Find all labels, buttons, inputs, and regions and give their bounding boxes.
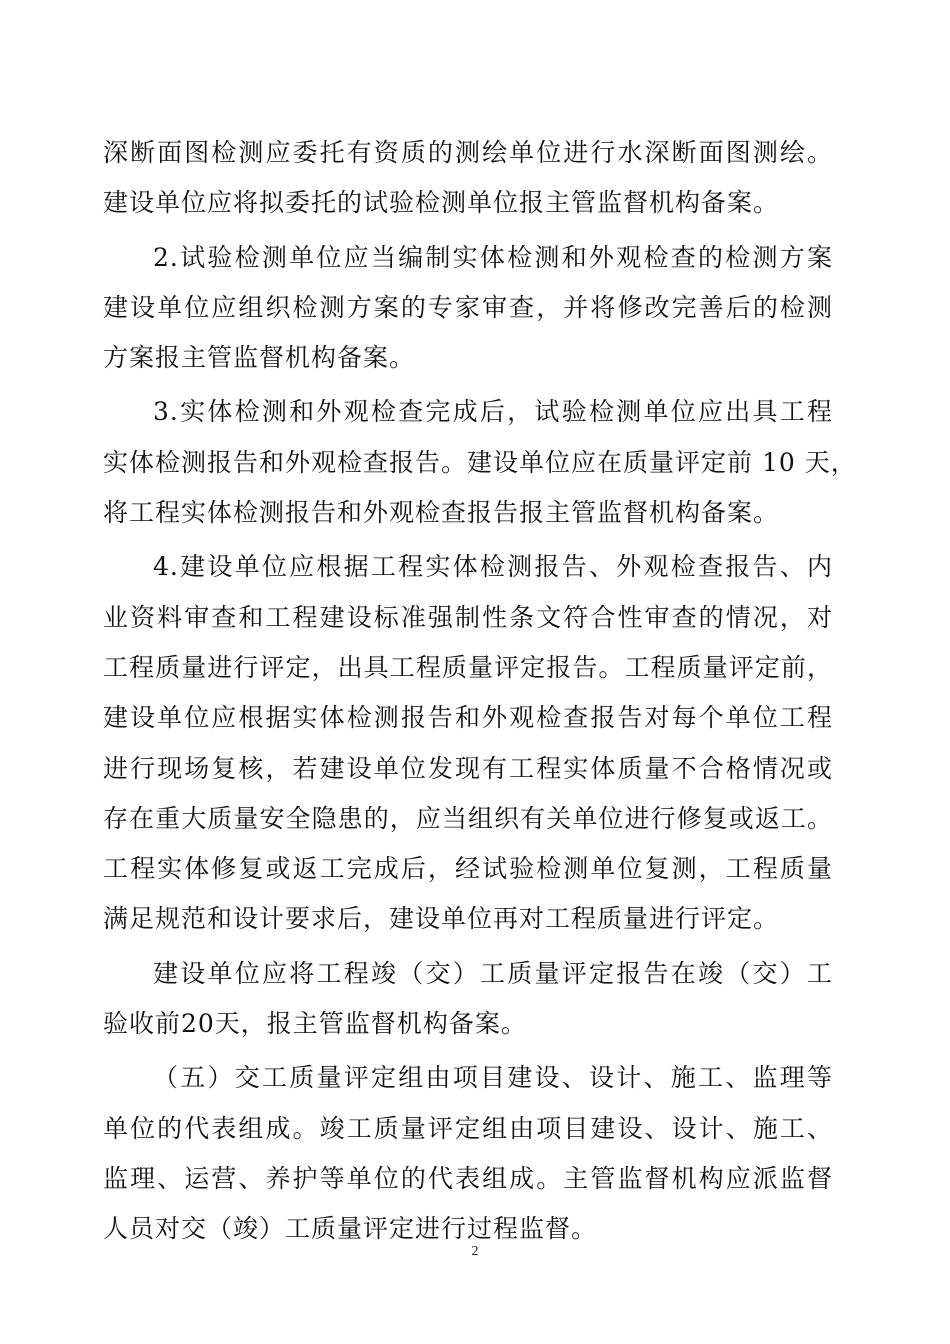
paragraph-5 <box>103 949 833 1050</box>
text-line: 单位的代表组成。竣工质量评定组由项目建设、设计、施工、 <box>103 1113 833 1143</box>
paragraph-1 <box>103 128 833 229</box>
text-line: 验收前20天，报主管监督机构备案。 <box>103 1009 527 1039</box>
text-line: 工程质量进行评定，出具工程质量评定报告。工程质量评定前， <box>103 652 833 682</box>
text-line: 人员对交（竣）工质量评定进行过程监督。 <box>103 1214 598 1244</box>
text-line: 4.建设单位应根据工程实体检测报告、外观检查报告、内 <box>153 552 833 582</box>
text-line: 工程实体修复或返工完成后，经试验检测单位复测，工程质量 <box>103 854 833 884</box>
text-line: （五）交工质量评定组由项目建设、设计、施工、监理等 <box>153 1063 833 1093</box>
paragraph-3 <box>103 387 857 538</box>
text-line: 建设单位应将拟委托的试验检测单位报主管监督机构备案。 <box>103 188 780 218</box>
text-line: 建设单位应根据实体检测报告和外观检查报告对每个单位工程 <box>103 703 833 733</box>
text-line: 满足规范和设计要求后，建设单位再对工程质量进行评定。 <box>103 904 780 934</box>
text-line: 建设单位应将工程竣（交）工质量评定报告在竣（交）工 <box>153 958 833 988</box>
body-text <box>103 128 857 1255</box>
text-line: 存在重大质量安全隐患的，应当组织有关单位进行修复或返工。 <box>103 803 833 833</box>
text-line: 业资料审查和工程建设标准强制性条文符合性审查的情况，对 <box>103 602 833 632</box>
text-line: 实体检测报告和外观检查报告。建设单位应在质量评定前 10 天， <box>103 447 857 477</box>
paragraph-2 <box>103 233 833 384</box>
text-line: 3.实体检测和外观检查完成后，试验检测单位应出具工程 <box>153 397 833 427</box>
text-line: 监理、运营、养护等单位的代表组成。主管监督机构应派监督 <box>103 1163 833 1193</box>
text-line: 深断面图检测应委托有资质的测绘单位进行水深断面图测绘。 <box>103 138 833 167</box>
text-line: 2.试验检测单位应当编制实体检测和外观检查的检测方案 <box>153 242 833 272</box>
paragraph-4 <box>103 542 833 944</box>
text-line: 进行现场复核，若建设单位发现有工程实体质量不合格情况或 <box>103 753 833 783</box>
paragraph-6 <box>103 1053 833 1254</box>
text-line: 将工程实体检测报告和外观检查报告报主管监督机构备案。 <box>103 498 780 528</box>
page-number: 2 <box>471 1244 479 1259</box>
text-line: 建设单位应组织检测方案的专家审查，并将修改完善后的检测 <box>103 292 833 322</box>
text-line: 方案报主管监督机构备案。 <box>103 343 416 373</box>
